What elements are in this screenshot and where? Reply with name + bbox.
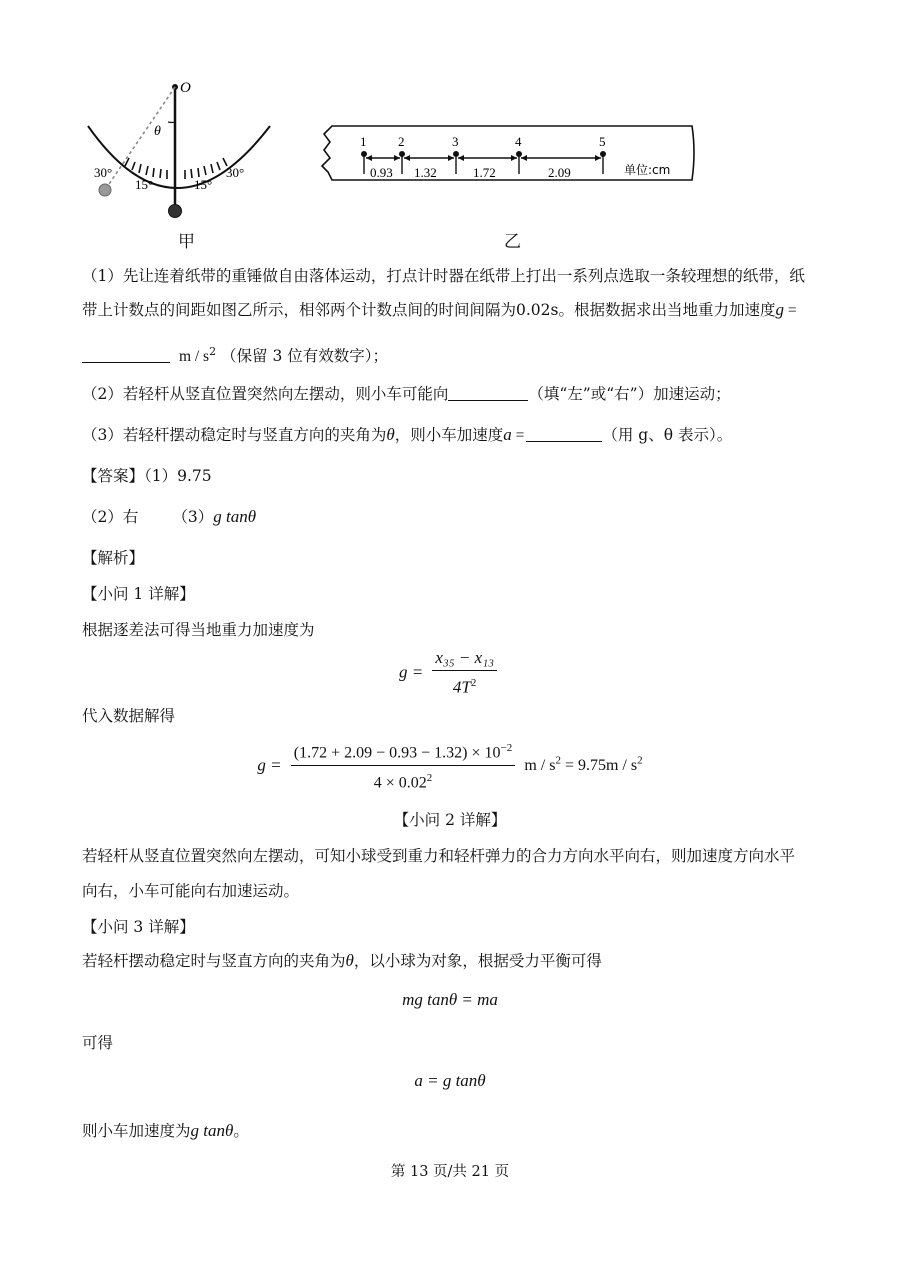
formula-1: g = $\frac{\text{x₃₅ − x₁₃}}{4T^2}$ — [0, 648, 900, 698]
sub1-heading: 【小问 1 详解】 — [82, 585, 195, 603]
sub3-line1: 若轻杆摆动稳定时与竖直方向的夹角为θ，以小球为对象，根据受力平衡可得 — [82, 951, 602, 970]
caption-yi: 乙 — [504, 232, 521, 252]
figure-yi-paper-tape — [318, 122, 698, 184]
sub2-line1: 若轻杆从竖直位置突然向左摆动，可知小球受到重力和轻杆弹力的合力方向水平向右，则加速度方向水平 — [82, 847, 796, 865]
angle-label-15-right: 15° — [194, 177, 213, 192]
bob-swung — [99, 184, 111, 196]
q1-line3: m / $s^2$ （保留 3 位有效数字）； — [82, 341, 388, 368]
point-label-1: 1 — [360, 134, 367, 149]
label-theta: θ — [154, 124, 161, 139]
sub3-heading: 【小问 3 详解】 — [82, 918, 195, 936]
point-label-5: 5 — [599, 134, 606, 149]
distance-label-45: 2.09 — [548, 165, 571, 180]
analysis-heading: 【解析】 — [82, 549, 145, 567]
answer-line1: 【答案】（1）9.75 — [82, 467, 212, 485]
q1-line1: （1）先让连着纸带的重锤做自由落体运动，打点计时器在纸带上打出一系列点选取一条较理想的纸带，纸 — [82, 267, 805, 285]
sub2-heading: 【小问 2 详解】 — [393, 811, 507, 829]
angle-label-30-left: 30° — [94, 165, 113, 180]
label-O: O — [180, 80, 191, 96]
sub2-line2: 向右，小车可能向右加速运动。 — [82, 882, 300, 900]
sub3-text2: 可得 — [82, 1034, 114, 1052]
distance-label-12: 0.93 — [370, 165, 393, 180]
sub1-text2: 代入数据解得 — [82, 707, 176, 725]
distance-label-34: 1.72 — [473, 165, 496, 180]
point-label-2: 2 — [398, 134, 405, 149]
angle-label-30-right: 30° — [226, 165, 245, 180]
sub3-conclusion: 则小车加速度为g tanθ。 — [82, 1121, 249, 1140]
answer-blank-3 — [526, 425, 602, 442]
formula-3: mg tanθ = ma — [402, 990, 498, 1009]
unit-label: 单位:cm — [624, 163, 671, 177]
formula-2: g = $\frac{(1.72 + 2.09 - 0.93 - 1.32) \times 10^{-2}}{4 \times 0.02^2}$ $m / s^2 = 9.75m / s^2$ — [0, 738, 900, 794]
distance-label-23: 1.32 — [414, 165, 437, 180]
angle-label-15-left: 15° — [135, 177, 154, 192]
answer-blank-2 — [448, 384, 528, 401]
q1-line2: 带上计数点的间距如图乙所示，相邻两个计数点间的时间间隔为0.02s。根据数据求出当地重力加速度g = — [82, 300, 797, 319]
page-footer: 第 13 页/共 21 页 — [390, 1164, 510, 1180]
point-label-3: 3 — [452, 134, 459, 149]
dashed-rod — [107, 87, 175, 187]
q2-line: （2）若轻杆从竖直位置突然向左摆动，则小车可能向 （填“左”或“右”）加速运动； — [82, 385, 731, 403]
symbol-g: g — [775, 300, 784, 319]
sub1-text: 根据逐差法可得当地重力加速度为 — [82, 621, 315, 639]
answer-line2: （2）右 （3）g tanθ — [82, 507, 257, 526]
answer-blank-1 — [82, 346, 170, 363]
figure-jia-pendulum — [80, 75, 280, 225]
caption-jia: 甲 — [178, 232, 195, 252]
point-label-4: 4 — [515, 134, 522, 149]
q3-line: （3）若轻杆摆动稳定时与竖直方向的夹角为θ，则小车加速度a = （用 g、θ 表示）。 — [82, 425, 733, 444]
bob-vertical — [169, 205, 182, 218]
formula-4: a = g tanθ — [414, 1071, 486, 1090]
